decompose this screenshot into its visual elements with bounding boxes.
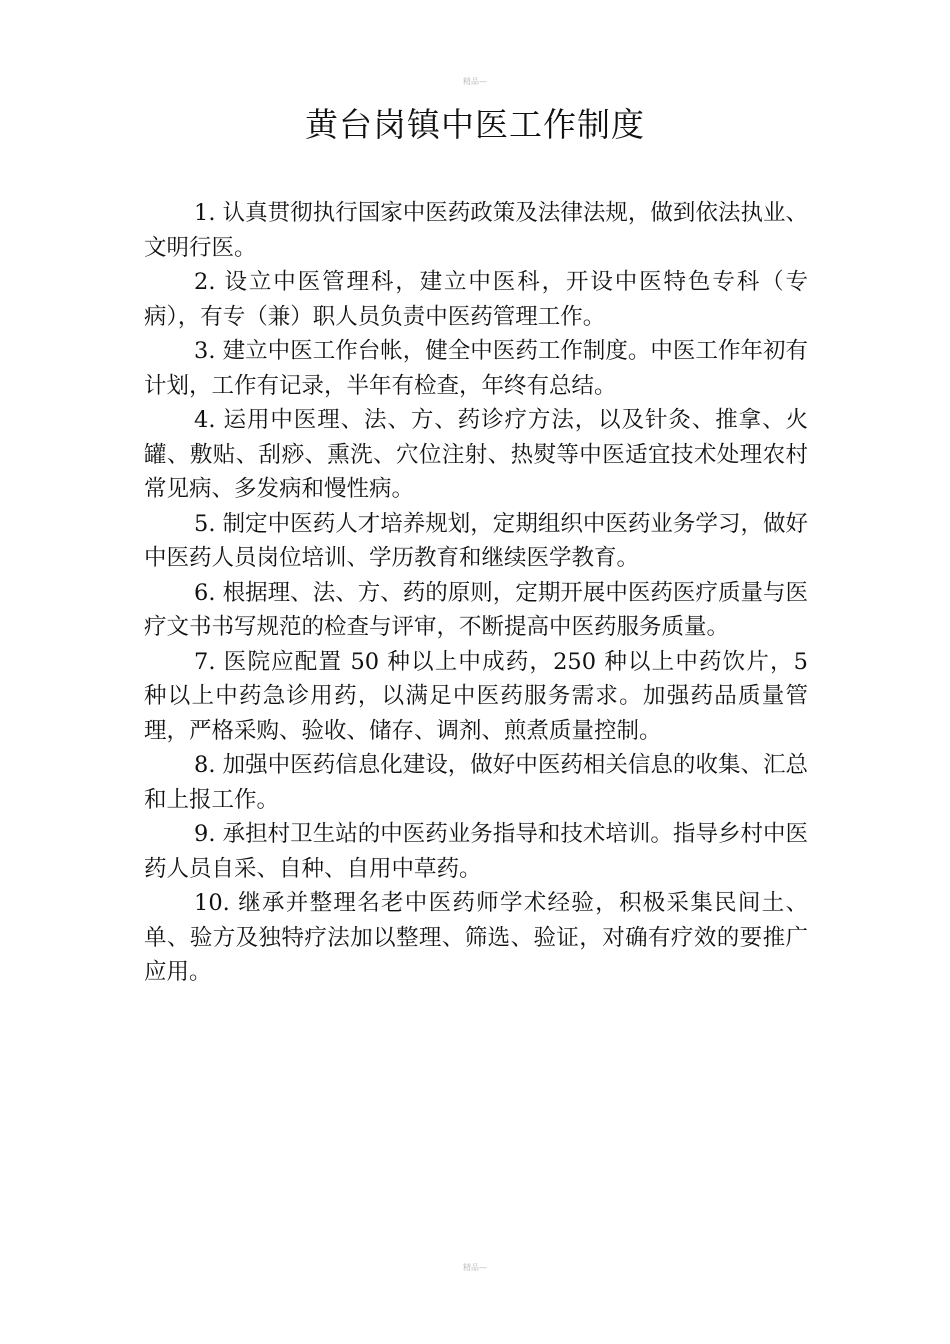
paragraph-9: 9. 承担村卫生站的中医药业务指导和技术培训。指导乡村中医药人员自采、自种、自用中草药。 bbox=[144, 821, 808, 882]
paragraph-1: 1. 认真贯彻执行国家中医药政策及法律法规，做到依法执业、文明行医。 bbox=[144, 200, 808, 261]
paragraph-5: 5. 制定中医药人才培养规划，定期组织中医药业务学习，做好中医药人员岗位培训、学历教育和继续医学教育。 bbox=[144, 510, 808, 571]
paragraph-3: 3. 建立中医工作台帐，健全中医药工作制度。中医工作年初有计划，工作有记录，半年有检查，年终有总结。 bbox=[144, 338, 808, 399]
header-watermark: 精品— bbox=[463, 77, 487, 86]
document-body bbox=[144, 196, 808, 990]
document-title: 黄台岗镇中医工作制度 bbox=[305, 105, 645, 144]
paragraph-4: 4. 运用中医理、法、方、药诊疗方法，以及针灸、推拿、火罐、敷贴、刮痧、熏洗、穴位注射、热熨等中医适宜技术处理农村常见病、多发病和慢性病。 bbox=[144, 407, 808, 502]
paragraph-6: 6. 根据理、法、方、药的原则，定期开展中医药医疗质量与医疗文书书写规范的检查与评审，不断提高中医药服务质量。 bbox=[144, 579, 808, 640]
paragraph-8: 8. 加强中医药信息化建设，做好中医药相关信息的收集、汇总和上报工作。 bbox=[144, 752, 808, 813]
paragraph-10: 10. 继承并整理名老中医药师学术经验，积极采集民间土、单、验方及独特疗法加以整理、筛选、验证，对确有疗效的要推广应用。 bbox=[144, 890, 808, 985]
paragraph-2: 2. 设立中医管理科，建立中医科，开设中医特色专科（专病），有专（兼）职人员负责中医药管理工作。 bbox=[144, 269, 808, 330]
paragraph-7: 7. 医院应配置 50 种以上中成药，250 种以上中药饮片，5 种以上中药急诊用药，以满足中医药服务需求。加强药品质量管理，严格采购、验收、储存、调剂、煎煮质量控制。 bbox=[144, 648, 808, 744]
footer-watermark: 精品— bbox=[463, 1263, 487, 1272]
